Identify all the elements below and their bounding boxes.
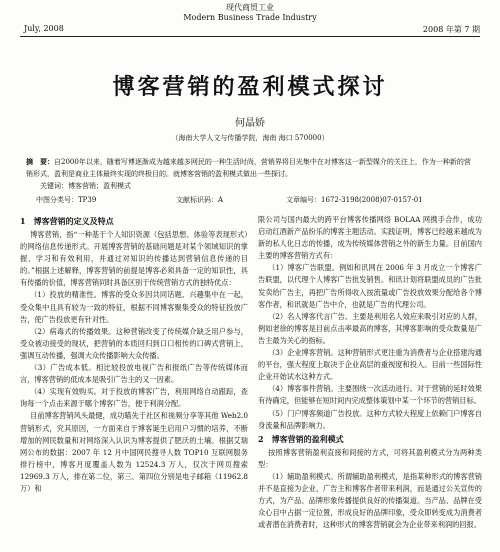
issue-date: July, 2008 (24, 24, 64, 33)
paragraph: （3）广告成本低。相比较投放电视广告和报纸广告等传统媒体而言，博客营销的低成本是吸引广告主的又一因素。 (20, 363, 248, 385)
journal-name-cn: 现代商贸工业 (226, 3, 274, 12)
paragraph: 限公司与国内最大的跨平台博客传播网络 BOLAA 网携手合作，成功启动红酒新产品纷乐的博客主题活动。实践证明，博客已经越来越成为新的私人化日志的传播，成为传统媒体营销之外的新生力量。目前国内主要的博客营销方式有： (258, 215, 482, 261)
header-rule (20, 36, 480, 37)
article-author: 何晶娇 (235, 118, 265, 129)
abstract-label: 摘 要： (26, 157, 54, 166)
paragraph: （3）企业博客营销。这种营销形式更注重为消费者与企业搭建沟通的平台，强大程度上取决于企业高层的重视度和投入。目前一些国际性企业开始试水这种方式。 (258, 348, 482, 382)
article-title: 博客营销的盈利模式探讨 (112, 74, 388, 100)
running-header (0, 0, 500, 34)
abstract-text: 自2000年以来，随着写博逐渐成为越来越多网民的一种生活时尚，营销界将目光集中在对博客这一新型媒介的关注上，作为一种新的营销形式，盈利是商业主体最终实现的终极目的。就博客营销的盈利模式做出一些探讨。 (26, 158, 471, 178)
section-heading: 1 博客营销的定义及特点 (20, 216, 114, 226)
section-heading: 2 博客营销的盈利模式 (258, 433, 344, 444)
author-affiliation: （海南大学人文与传播学院，海南 海口 570000） (171, 134, 329, 142)
paragraph: （1）辅助盈利模式。所谓辅助盈利模式，是指某种形式的博客营销并不是直接为企业、广告主和博客作者带来利润，而是通过公关宣传的方式，为产品、品牌形象传播提供良好的传播渠道。当产品、品牌在受众心目中占据一定位置，形成良好的品牌印象，受众即转变成为消费者或者潜在消费者时，这种形式的博客营销就会为企业带来利润的回报。 (258, 471, 482, 530)
paragraph: （2）名人博客代言广告。主要是利用名人效应来吸引对应的人群，例如老徐的博客是目前点击率最高的博客，其博客影响的受众数量是广告主最为关心的指标。 (258, 311, 482, 345)
clc-number: 中图分类号：TP39 (36, 196, 97, 204)
document-code: 文献标识码：A (176, 196, 224, 204)
paragraph: （4）博客事件营销。主要围绕一次活动进行。对于营销的延时效果有待确定，但能够在短时间内完成整体策划中某一个环节的营销目标。 (258, 384, 482, 406)
abstract (26, 156, 476, 180)
issue-number: 2008 年第 7 期 (422, 25, 480, 34)
journal-name (0, 3, 500, 23)
paragraph: （1）博客广告联盟。例如和讯网在 2006 年 3 月成立一个博客广告联盟，以代理个人博客广告批发销售。和讯计划将联盟成员的广告批发卖给广告主，再把广告所得收入按流量或广告投放效果分配给各个博客作者，和讯就是广告中介，也就是广告的代理公司。 (258, 263, 482, 309)
left-column (20, 214, 248, 552)
paragraph: 按照博客营销盈利直接和间接的方式，可将其盈利模式分为两种类型： (258, 447, 482, 469)
article-number: 文章编号：1672-3198(2008)07-0157-01 (286, 196, 423, 204)
paragraph: （5）门户博客频道广告投放。这种方式较大程度上依赖门户博客自身流量和品牌影响力。 (258, 408, 482, 430)
paragraph: 目前博客营销风头最健，成功瞄先于社区和视频分享等其他 Web2.0 营销形式，究其原因，一方面来自于博客诞生启用户习惯的培养，不断增加的网民数量和对网络深入认识为博客提供了肥沃的土壤。根据艾瑞网公布的数据：2007 年 12 月中国网民搜寻人数 TOP10 互联网服务排行榜中，博客月度覆盖人数为 12524.3 万人，仅次于网页搜索 12969.3 万人，排在第二位，第三、第四位分别是电子邮箱（11962.8 万）和 (20, 411, 248, 493)
paragraph: （4）实现有效购买。对于投放的博客广告，利用网络自动跟踪，查询每一个点击来源于哪个博客广告，便于利润分配。 (20, 387, 248, 409)
paragraph: （2）病毒式的传播效果。这种营销改变了传统媒介缺乏用户参与，受众被动接受的现状，把营销的本质回归到口口相传的口碑式营销上，强调互动传播，强调大众传播影响大众传播。 (20, 326, 248, 360)
keywords: 关键词：博客营销；盈利模式 (40, 182, 131, 190)
right-column (258, 214, 482, 552)
journal-name-en: Modern Business Trade Industry (183, 13, 317, 22)
paragraph: （1）投放的精准性。博客的受众多因共同话题、兴趣集中在一起，受众集中且具有较为一致的特征，根据不同博客聚集受众的特征投放广告，使广告投放更有针对性。 (20, 290, 248, 324)
paragraph: 博客营销，指“一种基于个人知识资源（包括思想、体验等表现形式）的网络信息传递形式。开展博客营销的基础问题是对某个领域知识的掌握、学习和有效利用，并通过对知识的传播达到营销信息传递的目的。”根据上述解释，博客营销的前提是博客必须具备一定的知识性，具有传播的价值，博客营销同时具备区别于传统营销方式的独特优点： (20, 230, 248, 288)
